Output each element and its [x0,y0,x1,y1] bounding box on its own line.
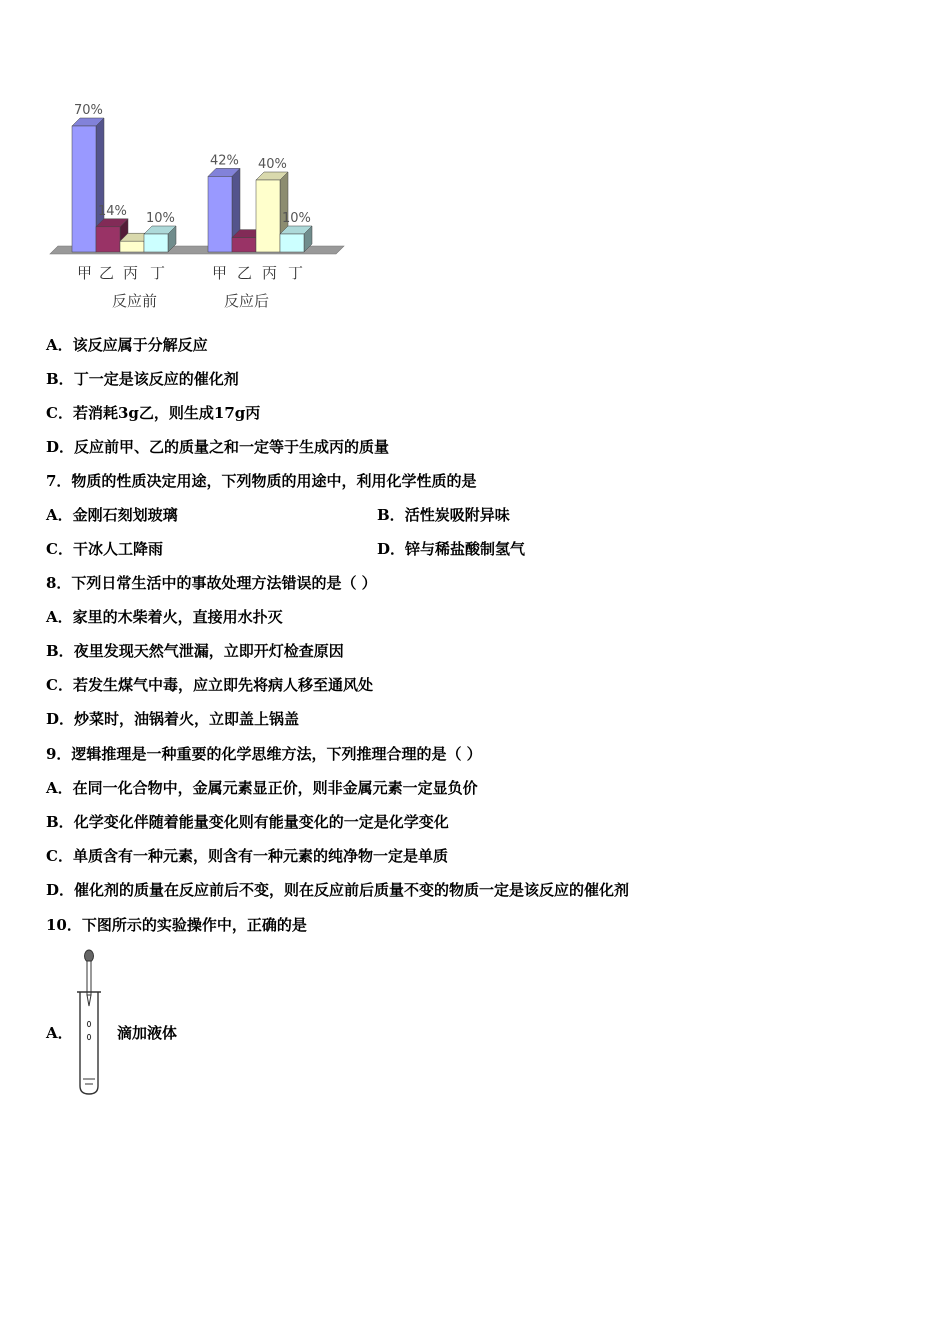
chart-bars [50,118,344,254]
q6-option-c: C．若消耗3g乙，则生成17g丙 [46,404,261,422]
bar-value-label: 14% [98,203,127,219]
tick-label: 丁 [288,264,304,282]
tick-label: 乙 [237,264,253,282]
bar-value-label: 10% [146,211,175,226]
q10-option-a-text: 滴加液体 [117,1024,178,1042]
tick-label: 乙 [99,264,115,282]
q6-option-d: D．反应前甲、乙的质量之和一定等于生成丙的质量 [46,438,390,456]
q9-option-d: D．催化剂的质量在反应前后不变，则在反应前后质量不变的物质一定是该反应的催化剂 [46,881,630,899]
q7-option-c: C．干冰人工降雨 [46,540,163,558]
q9-option-c: C．单质含有一种元素，则含有一种元素的纯净物一定是单质 [46,847,448,865]
q7-option-b: B．活性炭吸附异味 [377,506,510,524]
tick-label: 甲 [212,264,228,282]
q8-option-a: A．家里的木柴着火，直接用水扑灭 [46,608,283,626]
bar-反应前-丁 [144,226,176,252]
tick-label: 丁 [150,264,166,282]
tick-label: 丙 [123,264,139,282]
q8-option-b: B．夜里发现天然气泄漏，立即开灯检查原因 [46,642,344,660]
group-label: 反应后 [224,292,270,310]
chart-axis-labels [77,264,303,310]
dropper-test-tube-illustration [70,948,110,1098]
q7-stem: 7．物质的性质决定用途，下列物质的用途中，利用化学性质的是 [46,472,477,490]
q9-option-a: A．在同一化合物中，金属元素显正价，则非金属元素一定显负价 [46,779,478,797]
q7-option-a: A．金刚石刻划玻璃 [46,506,178,524]
bar-value-label: 40% [258,157,287,172]
tick-label: 甲 [77,264,93,282]
tick-label: 丙 [262,264,278,282]
mass-fraction-bar-chart [40,92,360,318]
q6-option-a: A．该反应属于分解反应 [46,336,208,354]
q7-option-d: D．锌与稀盐酸制氢气 [377,540,526,558]
group-label: 反应前 [112,292,158,310]
q10-stem: 10．下图所示的实验操作中，正确的是 [46,916,307,934]
q8-stem: 8．下列日常生活中的事故处理方法错误的是（ ） [46,574,377,592]
bar-value-label: 10% [282,211,311,226]
bar-value-label: 42% [210,153,239,169]
q8-option-c: C．若发生煤气中毒，应立即先将病人移至通风处 [46,676,373,694]
bar-反应后-丁 [280,226,312,252]
q9-option-b: B．化学变化伴随着能量变化则有能量变化的一定是化学变化 [46,813,449,831]
bar-value-label: 70% [74,103,103,118]
q10-option-a-letter: A． [46,1024,73,1042]
q8-option-d: D．炒菜时，油锅着火，立即盖上锅盖 [46,710,300,728]
q9-stem: 9．逻辑推理是一种重要的化学思维方法，下列推理合理的是（ ） [46,745,482,763]
q6-option-b: B．丁一定是该反应的催化剂 [46,370,239,388]
